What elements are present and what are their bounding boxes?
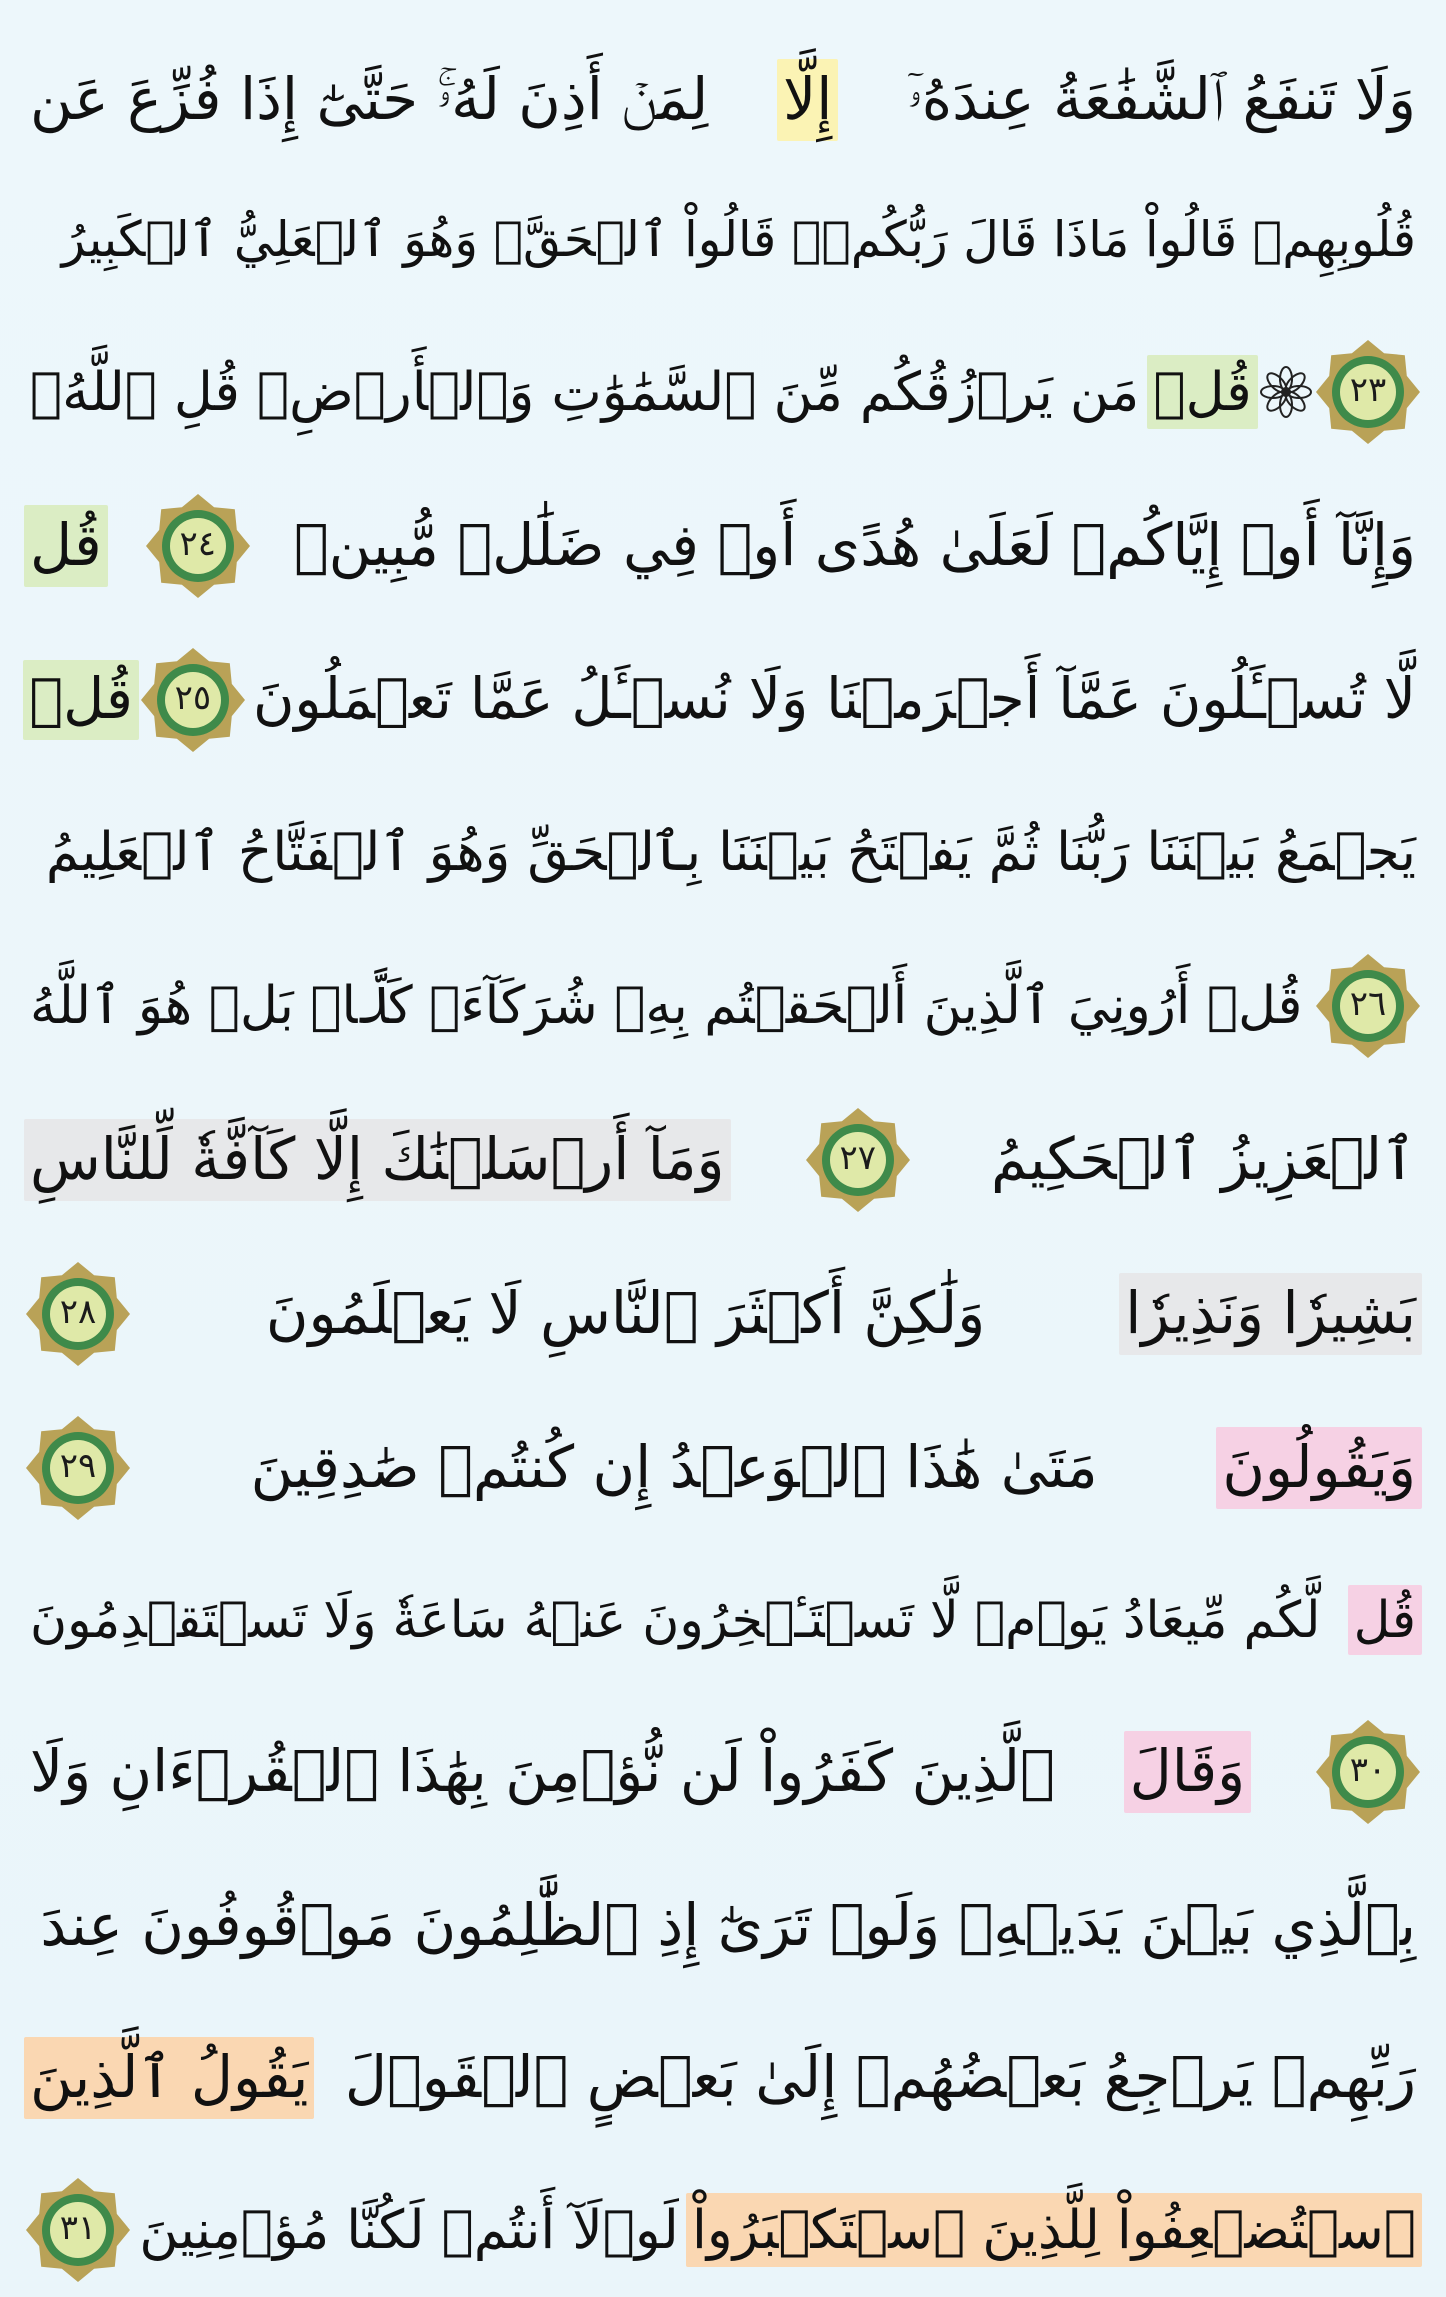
verse-text: لِمَنۡ أَذِنَ لَهُۥۚ حَتَّىٰٓ إِذَا فُزِّعَ عَن [30, 65, 709, 134]
verse-line-content [24, 30, 1422, 170]
verse-line [0, 170, 1446, 310]
verse-line [0, 30, 1446, 170]
verse-line-content [24, 170, 1422, 310]
ayah-number-marker [24, 1414, 132, 1522]
verse-line [0, 1702, 1446, 1842]
verse-line [0, 1398, 1446, 1538]
sajda-rosette-icon [1260, 366, 1312, 418]
highlighted-word: وَيَقُولُونَ [1216, 1427, 1422, 1508]
verse-line-content [24, 1090, 1422, 1230]
verse-line [0, 1550, 1446, 1690]
verse-line-content [24, 630, 1422, 770]
verse-text: لَوۡلَآ أَنتُمۡ لَكُنَّا مُؤۡمِنِينَ [139, 2197, 679, 2261]
verse-line [0, 1856, 1446, 1996]
verse-line-content [24, 1856, 1422, 1996]
ayah-number-marker [24, 1260, 132, 1368]
verse-line-content [24, 2160, 1422, 2297]
ayah-number: ٢٤ [179, 524, 217, 564]
ayah-number-marker [24, 2176, 132, 2284]
verse-line-content [24, 476, 1422, 616]
verse-line-content [24, 782, 1422, 922]
highlighted-word: يَقُولُ ٱلَّذِينَ [24, 2037, 314, 2118]
ayah-number: ٢٩ [59, 1446, 97, 1486]
verse-text: بِٱلَّذِي بَيۡنَ يَدَيۡهِۗ وَلَوۡ تَرَىٰٓ إِذِ ٱلظَّٰلِمُونَ مَوۡقُوفُونَ عِندَ [40, 1891, 1416, 1960]
verse-line [0, 936, 1446, 1076]
ayah-number: ٢٥ [174, 678, 212, 718]
verse-text: ٱلۡعَزِيزُ ٱلۡحَكِيمُ [990, 1125, 1416, 1194]
ayah-number: ٣٠ [1349, 1750, 1387, 1790]
verse-text: ٱلَّذِينَ كَفَرُواْ لَن نُّؤۡمِنَ بِهَٰذَا ٱلۡقُرۡءَانِ وَلَا [30, 1737, 1055, 1806]
verse-line-content [24, 936, 1422, 1076]
ayah-number-marker [1314, 1718, 1422, 1826]
verse-text: وَإِنَّآ أَوۡ إِيَّاكُمۡ لَعَلَىٰ هُدًى أَوۡ فِي ضَلَٰلٖ مُّبِينٖ [293, 511, 1416, 580]
highlighted-word: ٱسۡتُضۡعِفُواْ لِلَّذِينَ ٱسۡتَكۡبَرُواْ [686, 2193, 1422, 2268]
highlighted-word: قُلۡ [23, 660, 139, 739]
verse-text: مَتَىٰ هَٰذَا ٱلۡوَعۡدُ إِن كُنتُمۡ صَٰدِقِينَ [250, 1433, 1098, 1502]
verse-line-content [24, 1550, 1422, 1690]
ayah-number-marker [1314, 338, 1422, 446]
ayah-number: ٢٨ [59, 1292, 97, 1332]
verse-text: لَّا تُسۡـَٔلُونَ عَمَّآ أَجۡرَمۡنَا وَلَا نُسۡـَٔلُ عَمَّا تَعۡمَلُونَ [252, 667, 1416, 733]
verse-text: قُلُوبِهِمۡ قَالُواْ مَاذَا قَالَ رَبُّكُمۡۖ قَالُواْ ٱلۡحَقَّۖ وَهُوَ ٱلۡعَلِيُّ ٱلۡكَبِيرُ [61, 210, 1416, 268]
verse-text: لَّكُم مِّيعَادُ يَوۡمٖ لَّا تَسۡتَـٔۡخِرُونَ عَنۡهُ سَاعَةٗ وَلَا تَسۡتَقۡدِمُونَ [30, 1589, 1321, 1649]
verse-line [0, 2008, 1446, 2148]
highlighted-word: قُلۡ [1147, 355, 1257, 430]
highlighted-word: وَقَالَ [1124, 1731, 1252, 1812]
verse-line-content [24, 1702, 1422, 1842]
verse-line [0, 476, 1446, 616]
verse-text: مَن يَرۡزُقُكُم مِّنَ ٱلسَّمَٰوَٰتِ وَٱلۡأَرۡضِۖ قُلِ ٱللَّهُۖ [30, 359, 1140, 423]
verse-line-content [24, 1244, 1422, 1384]
verse-text: وَلَٰكِنَّ أَكۡثَرَ ٱلنَّاسِ لَا يَعۡلَمُونَ [265, 1279, 986, 1348]
ayah-number-marker [1314, 952, 1422, 1060]
ayah-number: ٢٣ [1349, 370, 1387, 410]
verse-line [0, 1244, 1446, 1384]
verse-text: رَبِّهِمۡ يَرۡجِعُ بَعۡضُهُمۡ إِلَىٰ بَعۡضٍ ٱلۡقَوۡلَ [344, 2043, 1416, 2112]
ayah-number: ٢٧ [839, 1138, 877, 1178]
verse-text: يَجۡمَعُ بَيۡنَنَا رَبُّنَا ثُمَّ يَفۡتَحُ بَيۡنَنَا بِٱلۡحَقِّ وَهُوَ ٱلۡفَتَّاحُ ٱلۡعَلِيمُ [45, 819, 1416, 883]
highlighted-word: بَشِيرٗا وَنَذِيرٗا [1119, 1273, 1422, 1354]
verse-line [0, 1090, 1446, 1230]
highlighted-word: وَمَآ أَرۡسَلۡنَٰكَ إِلَّا كَآفَّةٗ لِّلنَّاسِ [24, 1119, 731, 1200]
highlighted-word: قُل [24, 505, 108, 586]
verse-line [0, 322, 1446, 462]
highlighted-word: قُل [1348, 1585, 1422, 1656]
ayah-number-marker [804, 1106, 912, 1214]
verse-line-content [24, 2008, 1422, 2148]
verse-text: قُلۡ أَرُونِيَ ٱلَّذِينَ أَلۡحَقۡتُم بِهِۦ شُرَكَآءَۖ كَلَّاۚ بَلۡ هُوَ ٱللَّهُ [30, 975, 1303, 1036]
verse-line-content [24, 1398, 1422, 1538]
ayah-number: ٢٦ [1349, 984, 1387, 1024]
verse-line-content [24, 322, 1422, 462]
verse-line [0, 630, 1446, 770]
verse-line [0, 2160, 1446, 2297]
ayah-number-marker [139, 646, 247, 754]
ayah-number: ٣١ [59, 2208, 97, 2248]
highlighted-word: إِلَّا [777, 59, 838, 140]
verse-text: وَلَا تَنفَعُ ٱلشَّفَٰعَةُ عِندَهُۥٓ [907, 65, 1416, 134]
verse-line [0, 782, 1446, 922]
ayah-number-marker [144, 492, 252, 600]
